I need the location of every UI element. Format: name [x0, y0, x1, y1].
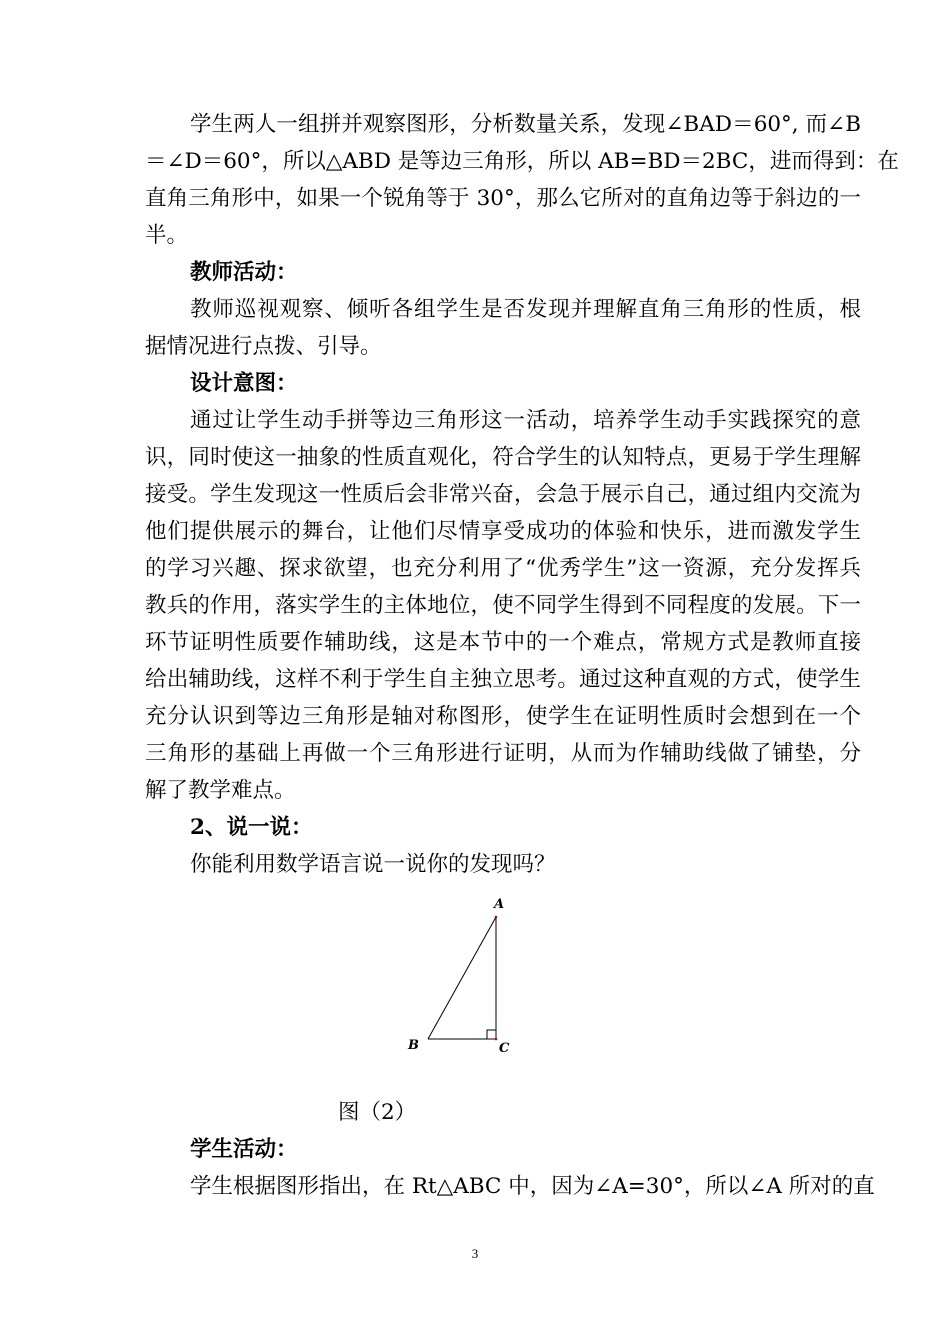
heading-student-activity: 学生活动：: [190, 1137, 298, 1162]
paragraph-3-line-10: 三角形的基础上再做一个三角形进行证明，从而为作辅助线做了铺垫，分: [145, 741, 861, 766]
side-ab: [428, 917, 496, 1039]
paragraph-3-line-9: 充分认识到等边三角形是轴对称图形，使学生在证明性质时会想到在一个: [145, 704, 861, 729]
paragraph-2-line-2: 据情况进行点拨、引导。: [145, 334, 382, 359]
paragraph-3-line-5: 的学习兴趣、探求欲望，也充分利用了“优秀学生”这一资源，充分发挥兵: [145, 556, 861, 581]
paragraph-1-line-1: 学生两人一组拼并观察图形，分析数量关系，发现∠BAD＝60°, 而∠B: [190, 112, 861, 137]
paragraph-3-line-3: 接受。学生发现这一性质后会非常兴奋，会急于展示自己，通过组内交流为: [145, 482, 861, 507]
triangle-figure: [395, 893, 525, 1063]
paragraph-4: 你能利用数学语言说一说你的发现吗？: [190, 852, 556, 877]
paragraph-3-line-7: 环节证明性质要作辅助线，这是本节中的一个难点，常规方式是教师直接: [145, 630, 861, 655]
paragraph-3-line-6: 教兵的作用，落实学生的主体地位，使不同学生得到不同程度的发展。下一: [145, 593, 861, 618]
vertex-label-c: C: [499, 1041, 510, 1056]
paragraph-3-line-2: 识，同时使这一抽象的性质直观化，符合学生的认知特点，更易于学生理解: [145, 445, 861, 470]
paragraph-1-line-2: ＝∠D＝60°，所以△ABD 是等边三角形，所以 AB=BD＝2BC，进而得到：在: [145, 149, 899, 174]
point-a: [495, 916, 498, 919]
vertex-label-a: A: [494, 897, 505, 912]
figure-caption: 图（2）: [338, 1100, 417, 1125]
paragraph-1-line-4: 半。: [145, 223, 189, 248]
paragraph-3-line-4: 他们提供展示的舞台，让他们尽情享受成功的体验和快乐，进而激发学生: [145, 519, 861, 544]
paragraph-2-line-1: 教师巡视观察、倾听各组学生是否发现并理解直角三角形的性质，根: [190, 297, 861, 322]
paragraph-3-line-1: 通过让学生动手拼等边三角形这一活动，培养学生动手实践探究的意: [190, 408, 861, 433]
paragraph-3-line-8: 给出辅助线，这样不利于学生自主独立思考。通过这种直观的方式，使学生: [145, 667, 861, 692]
point-c: [495, 1038, 498, 1041]
paragraph-3-line-11: 解了教学难点。: [145, 778, 296, 803]
page-number: 3: [471, 1246, 479, 1261]
heading-design-intent: 设计意图：: [190, 371, 298, 396]
paragraph-5: 学生根据图形指出，在 Rt△ABC 中，因为∠A=30°，所以∠A 所对的直: [190, 1174, 875, 1199]
heading-say-it: 2、说一说：: [190, 815, 313, 840]
vertex-label-b: B: [408, 1038, 419, 1053]
heading-teacher-activity: 教师活动：: [190, 260, 298, 285]
paragraph-1-line-3: 直角三角形中，如果一个锐角等于 30°，那么它所对的直角边等于斜边的一: [145, 186, 861, 211]
right-angle-mark: [487, 1030, 496, 1039]
